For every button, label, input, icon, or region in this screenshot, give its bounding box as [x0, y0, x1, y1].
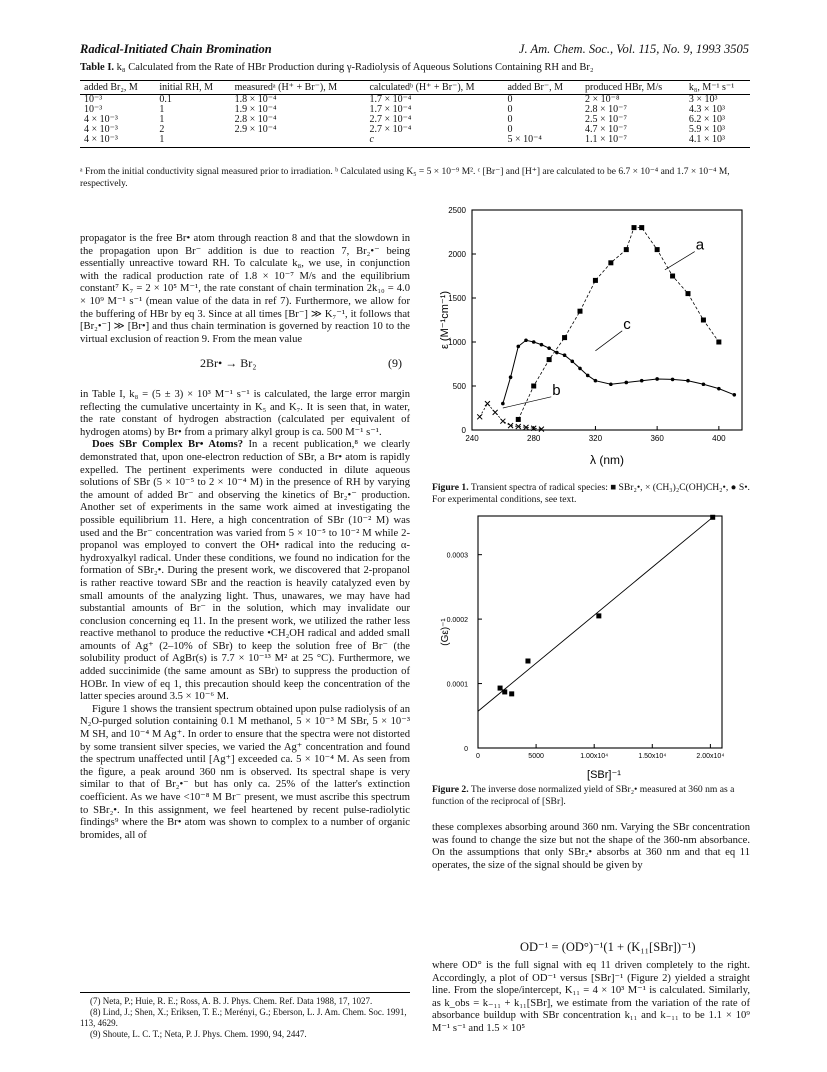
table-cell: 2 × 10⁻⁸	[585, 94, 620, 105]
table-cell: 3 × 10³	[688, 94, 718, 105]
right-column-top	[432, 822, 750, 872]
table-cell: 2.7 × 10⁻⁴	[369, 124, 412, 135]
y-tick-label: 500	[452, 382, 466, 391]
right-column-body	[432, 960, 750, 1036]
table-header-cell: measuredᵃ (H⁺ + Br⁻), M	[231, 81, 366, 95]
table-cell: 5 × 10⁻⁴	[503, 135, 581, 148]
reference: (7) Neta, P.; Huie, R. E.; Ross, A. B. J. Phys. Chem. Ref. Data 1988, 17, 1027.	[90, 996, 373, 1006]
table-cell: 4 × 10⁻³	[84, 114, 118, 125]
paragraph: where OD° is the full signal with eq 11 driven completely to the right. Accordingly, a plot of OD⁻¹ versus [SBr]⁻¹ (Figure 2) yielded a straight line. From the slope/intercept, K₁₁ = 4 × 10³ M⁻¹ is calculated. Similarly, as k_obs = k₋₁₁ + k₁₁[SBr], we estimate from the variation of the rate of absorbance buildup with SBr concentration k₁₁ and k₋₁₁ to be 1.1 × 10⁹ M⁻¹ s⁻¹ and 1.5 × 10⁵	[432, 960, 750, 1034]
x-tick-label: 5000	[528, 753, 544, 760]
table-cell: 4 × 10⁻³	[80, 135, 155, 148]
table-cell: 2.9 × 10⁻⁴	[234, 124, 277, 135]
data-point	[493, 410, 498, 415]
table-row	[80, 105, 750, 115]
y-tick-label: 1000	[448, 338, 466, 347]
data-point	[608, 260, 613, 265]
table-cell: 1.7 × 10⁻⁴	[369, 94, 412, 105]
paragraph: propagator is the free Br• atom through reaction 8 and that the slowdown in the propagation upon Br⁻ addition is due to reaction 7, Br₂•⁻ being essentially unreactive toward RH. To calculate k₈, we use, in conjunction with the radical production rate of 1.8 × 10⁻⁷ M/s and the equilibrium constant⁷ K₇ = 2 × 10⁵ M⁻¹, the rate constant of chain termination 2k₁₀ = 4.0 × 10⁹ M⁻¹ s⁻¹ (mean value of the data in ref 7). Furthermore, we allow for the buffering of HBr by eq 3. Since at all times [Br⁻] ≫ K₇⁻¹, it follows that [Br₂•⁻] ≫ [Br•] and thus chain termination is governed by reaction 10 to the virtual exclusion of reaction 9. From the mean value	[80, 233, 410, 345]
data-point	[717, 387, 721, 391]
table-header-cell: added Br₂, M	[80, 81, 155, 95]
paragraph-text: In a recent publication,⁸ we clearly demonstrated that, upon one-electron reduction of SBr, a Br• atom is rapidly expelled. The pertinent experiments were conducted in dilute aqueous solutions of SBr (5 × 10⁻⁵ to 2 × 10⁻⁴ M) in the presence of RH by varying the amount of added Br⁻ and observing the kinetics of Br₂•⁻ production. Another set of experiments in the same work aimed at investigating the possible equilibrium 11. Here, a high concentration of SBr (10⁻² M) was used and the Br⁻ concentration was varied from 5 × 10⁻⁵ to 10⁻² M while 2-propanol was employed to convert the OH• radical into the reducing α-hydroxyalkyl radical. Under these conditions, we found no indication for the formation of SBr₂•. During the present work, we discovered that 2-propanol is rather reactive toward SBr and the reaction is heavily catalyzed even by small amounts of the analyzing light. Thus, unawares, we may have had substantial amounts of Br⁻ in the solution, which may invalidate our conclusion concerning eq 11. In the present work, we utilized the rather less reactive methanol to produce the reductive •CH₂OH radical and added small amounts of Ag⁺ (2–10% of SBr) to keep the solution free of Br⁻ (the solubility product of AgBr(s) is 7.7 × 10⁻¹³ M² at 25 °C). Furthermore, we added succinimide (the same amount as SBr) to suppress the production of HOBr. In view of eq 1, this precaution should keep the concentration of the latter species around 3.5 × 10⁻⁶ M.	[80, 439, 410, 703]
x-tick-label: 2.00x10⁴	[696, 753, 725, 760]
data-point	[516, 417, 521, 422]
y-tick-label: 2000	[448, 250, 466, 259]
data-point	[639, 225, 644, 230]
figure-1-caption-text: Transient spectra of radical species: ■ SBr₂•, × (CH₃)₂C(OH)CH₂•, ● S•. For experimental conditions, see text.	[432, 482, 750, 505]
data-point	[562, 335, 567, 340]
data-point	[624, 247, 629, 252]
data-point	[732, 393, 736, 397]
table-cell: 4 × 10⁻³	[84, 124, 118, 135]
table-cell: 0.1	[159, 94, 172, 105]
table-cell: 0	[507, 124, 513, 135]
table-cell: 0	[507, 114, 513, 125]
table-cell: 2.5 × 10⁻⁷	[585, 114, 627, 125]
table-cell: 1	[159, 114, 165, 125]
references	[80, 992, 410, 1040]
table-row	[80, 115, 750, 125]
table-cell: 4.3 × 10³	[688, 104, 726, 115]
table-cell: 4.1 × 10³	[685, 135, 750, 148]
table-footnote: ᵃ From the initial conductivity signal measured prior to irradiation. ᵇ Calculated using K₅ = 5 × 10⁻⁹ M². ᶜ [Br⁻] and [H⁺] are calculated to be 6.7 × 10⁻⁴ and 1.7 × 10⁻⁴ M, respectively.	[80, 167, 730, 189]
table-header-cell: added Br⁻, M	[503, 81, 581, 95]
data-point	[686, 379, 690, 383]
curve-label: a	[695, 236, 705, 254]
data-point	[502, 689, 507, 694]
section-heading: Does SBr Complex Br• Atoms?	[92, 439, 244, 451]
paragraph: these complexes absorbing around 360 nm. Varying the SBr concentration was found to change the size but not the shape of the 360-nm absorbance. On the assumptions that only SBr₂• absorbs at 360 nm and that eq 11 operates, the size of the signal should be given by	[432, 822, 750, 871]
data-point	[532, 340, 536, 344]
left-column-body	[80, 389, 410, 842]
data-point	[670, 274, 675, 279]
x-tick-label: 320	[588, 434, 603, 443]
table-cell: 6.2 × 10³	[688, 114, 726, 125]
y-tick-label: 0.0003	[446, 552, 468, 560]
data-point	[594, 379, 598, 383]
table-caption-label: Table I.	[80, 62, 115, 73]
paragraph	[80, 439, 410, 703]
y-tick-label: 0.0001	[446, 681, 468, 689]
curve-label-leader	[595, 331, 622, 351]
table-caption-text: k₈ Calculated from the Rate of HBr Production during γ-Radiolysis of Aqueous Solutions Containing RH and Br₂	[116, 62, 594, 73]
table-cell: 0	[507, 104, 513, 115]
y-tick-label: 1500	[448, 294, 466, 303]
series-line	[503, 340, 734, 403]
data-point	[609, 382, 613, 386]
data-point	[632, 225, 637, 230]
table-cell	[231, 135, 366, 148]
data-point	[702, 382, 706, 386]
y-tick-label: 0	[464, 746, 468, 753]
table-cell: 1.1 × 10⁻⁷	[581, 135, 685, 148]
table-header-cell: initial RH, M	[155, 81, 230, 95]
running-header-left: Radical-Initiated Chain Bromination	[80, 42, 272, 56]
table-cell: 4.7 × 10⁻⁷	[585, 124, 627, 135]
curve-label-leader	[503, 397, 551, 408]
x-tick-label: 1.50x10⁴	[638, 753, 667, 760]
data-point	[671, 378, 675, 382]
data-point	[547, 346, 551, 350]
running-header-right: J. Am. Chem. Soc., Vol. 115, No. 9, 1993 3505	[518, 42, 749, 56]
table-cell: 2.8 × 10⁻⁷	[585, 104, 627, 115]
table-cell: 2.7 × 10⁻⁴	[369, 114, 412, 125]
x-tick-label: 360	[650, 434, 664, 443]
equation-9-number: (9)	[388, 356, 402, 370]
table-cell: 2.8 × 10⁻⁴	[234, 114, 277, 125]
data-point	[477, 414, 482, 419]
data-point	[593, 278, 598, 283]
data-point	[501, 402, 505, 406]
y-tick-label: 2500	[448, 206, 466, 215]
x-tick-label: 0	[476, 753, 480, 760]
y-axis-label: (Gε)⁻¹	[440, 618, 451, 646]
y-tick-label: 0.0002	[446, 617, 468, 625]
data-point	[578, 367, 582, 371]
data-point	[509, 691, 514, 696]
x-tick-label: 280	[527, 434, 541, 443]
data-point	[701, 318, 706, 323]
table-row	[80, 125, 750, 135]
data-point	[578, 309, 583, 314]
table-cell: 10⁻³	[84, 104, 103, 115]
paragraph: Figure 1 shows the transient spectrum obtained upon pulse radiolysis of an N₂O-purged solution containing 0.1 M methanol, 5 × 10⁻³ M SBr, 5 × 10⁻³ M SH, and 10⁻⁴ M Ag⁺. In order to ensure that the spectra were not distorted by some transient silver species, we varied the Ag⁺ concentration and found the spectrum unaffected until [Ag⁺] exceeded ca. 5 × 10⁻⁴ M. As seen from the figure, a peak around 360 nm is observed. Its spectral shape is very similar to that of Br₂•⁻ but has only ca. 25% of the latter's extinction coefficient. As we have <10⁻⁸ M Br⁻ present, we must ascribe this spectrum to SBr₂•. In this assignment, we feel heartened by recent pulse-radiolytic findings⁹ where the Br• atom was shown to complex to a number of organic bromides, all of	[80, 703, 410, 841]
table-cell: 1.9 × 10⁻⁴	[234, 104, 277, 115]
table-header-cell: produced HBr, M/s	[581, 81, 685, 95]
equation-od: OD⁻¹ = (OD°)⁻¹(1 + (K₁₁[SBr])⁻¹)	[520, 940, 696, 954]
plot-frame	[478, 516, 722, 748]
figure-1-caption-label: Figure 1.	[432, 482, 469, 493]
data-point	[596, 613, 601, 618]
curve-label: b	[552, 381, 561, 399]
data-point	[563, 353, 567, 357]
data-point	[509, 375, 513, 379]
figure-2-caption-text: The inverse dose normalized yield of SBr₂• measured at 360 nm as a function of the reciprocal of [SBr].	[432, 784, 735, 807]
equation-9: 2Br• → Br₂	[200, 356, 257, 370]
data-point	[716, 340, 721, 345]
x-tick-label: 240	[465, 434, 479, 443]
reference: (8) Lind, J.; Shen, X.; Eriksen, T. E.; Merényi, G.; Eberson, L. J. Am. Chem. Soc. 1991, 113, 4629.	[80, 1007, 407, 1028]
data-point	[655, 377, 659, 381]
table-header-cell: k₈, M⁻¹ s⁻¹	[685, 81, 750, 95]
table-cell: 1.8 × 10⁻⁴	[234, 94, 277, 105]
data-point	[686, 291, 691, 296]
paragraph: in Table I, k₈ = (5 ± 3) × 10³ M⁻¹ s⁻¹ is calculated, the large error margin reflecting the cumulative uncertainty in K₅ and K₇. It is seen that, in water, the rate constant of hydrogen abstraction (calculated per equivalent of hydrogen atoms) by Br• from a primary alkyl group is ca. 500 M⁻¹ s⁻¹.	[80, 389, 410, 438]
data-point	[531, 384, 536, 389]
data-point	[485, 401, 490, 406]
figure-1-chart	[430, 198, 760, 478]
table-cell: 10⁻³	[84, 94, 103, 105]
curve-label-leader	[665, 252, 695, 270]
data-point	[640, 379, 644, 383]
reference: (9) Shoute, L. C. T.; Neta, P. J. Phys. Chem. 1990, 94, 2447.	[90, 1029, 307, 1039]
data-point	[555, 351, 559, 355]
table-cell: 1	[159, 104, 165, 115]
figure-2-caption-label: Figure 2.	[432, 784, 469, 795]
table-row	[80, 95, 750, 106]
data-point	[498, 686, 503, 691]
table-header-cell: calculatedᵇ (H⁺ + Br⁻), M	[365, 81, 503, 95]
curve-label: c	[623, 315, 631, 333]
data-point	[570, 360, 574, 364]
table-cell: 1.7 × 10⁻⁴	[369, 104, 412, 115]
table-cell: 5.9 × 10³	[688, 124, 726, 135]
data-point	[547, 357, 552, 362]
data-point	[540, 343, 544, 347]
table-cell: c	[365, 135, 503, 148]
x-tick-label: 400	[712, 434, 726, 443]
data-point	[525, 659, 530, 664]
left-column-top	[80, 233, 410, 346]
figure-1-caption	[432, 482, 750, 506]
x-axis-label: λ (nm)	[590, 453, 624, 467]
figure-2-caption	[432, 784, 750, 808]
x-tick-label: 1.00x10⁴	[580, 753, 609, 760]
fit-line	[478, 517, 713, 711]
y-tick-label: 0	[461, 426, 466, 435]
data-point	[586, 374, 590, 378]
table-cell: 1	[155, 135, 230, 148]
table-cell: 2	[159, 124, 165, 135]
data-point	[710, 515, 715, 520]
data-point	[624, 381, 628, 385]
series-line	[518, 228, 719, 420]
data-point	[516, 345, 520, 349]
data-point	[524, 338, 528, 342]
x-axis-label: [SBr]⁻¹	[587, 769, 621, 781]
figure-2-chart	[430, 508, 760, 783]
table-row	[80, 135, 750, 148]
table-caption	[80, 62, 750, 73]
data-table	[80, 80, 750, 148]
data-point	[655, 247, 660, 252]
y-axis-label: ε (M⁻¹cm⁻¹)	[439, 290, 451, 350]
table-cell: 0	[507, 94, 513, 105]
data-point	[500, 419, 505, 424]
